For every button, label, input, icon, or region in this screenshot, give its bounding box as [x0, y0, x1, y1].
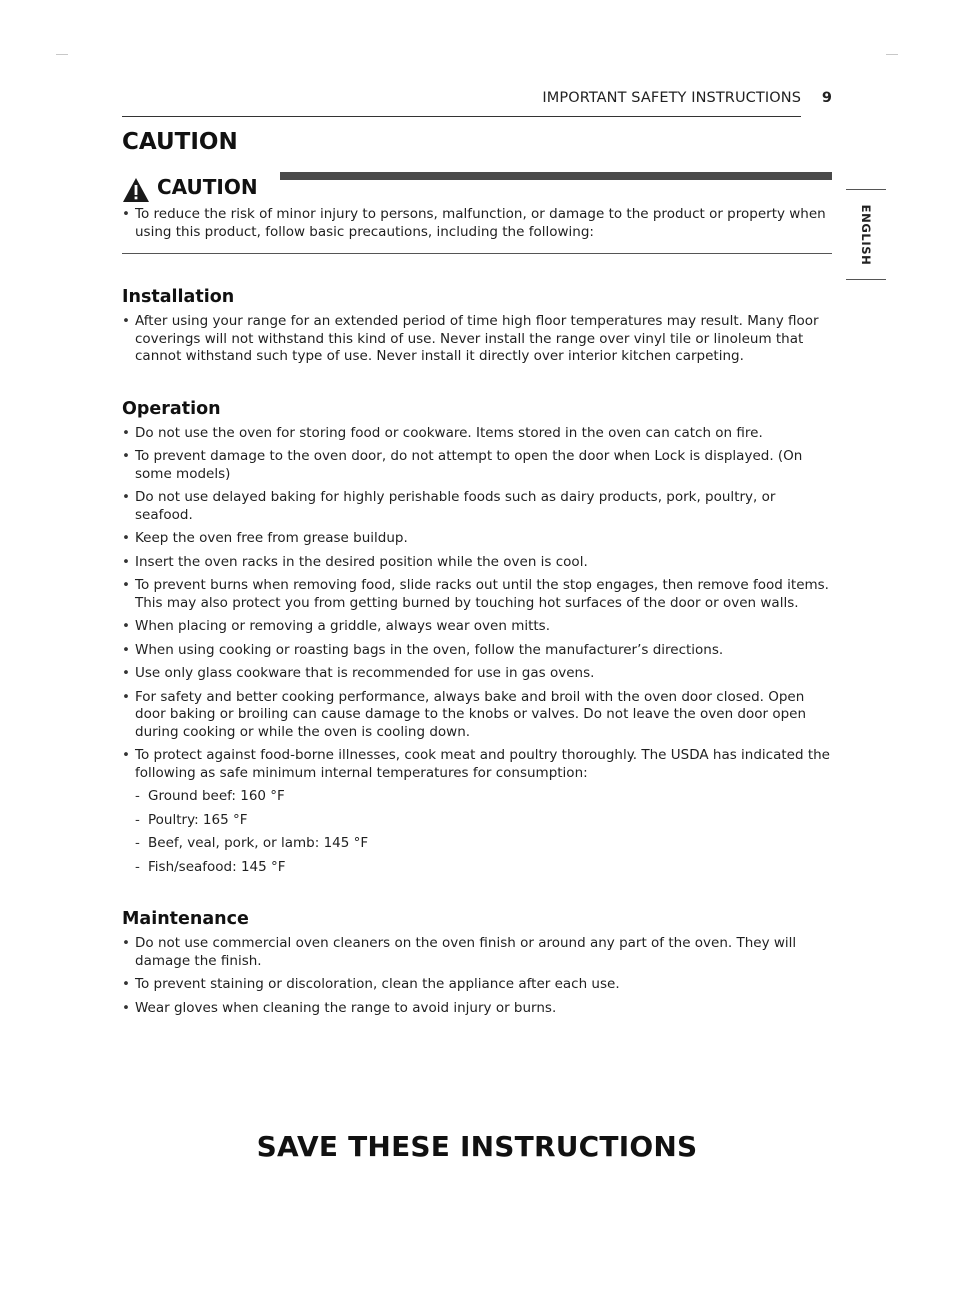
list-item: • When using cooking or roasting bags in the oven, follow the manufacturer’s directions.	[122, 642, 832, 660]
list-item: • Use only glass cookware that is recommended for use in gas ovens.	[122, 665, 832, 683]
list-item: • To prevent staining or discoloration, clean the appliance after each use.	[122, 976, 832, 994]
installation-section	[122, 285, 832, 366]
list-item: • To reduce the risk of minor injury to persons, malfunction, or damage to the product or property when using this product, follow basic precautions, including the following:	[122, 206, 832, 241]
main-content	[122, 126, 832, 1023]
operation-heading: Operation	[122, 398, 221, 419]
caution-box	[122, 172, 832, 254]
save-instructions-footer: SAVE THESE INSTRUCTIONS	[256, 1130, 698, 1163]
list-item: • To protect against food-borne illnesses, cook meat and poultry thoroughly. The USDA has indicated the following as safe minimum internal temperatures for consumption:	[122, 747, 832, 782]
caution-list	[122, 206, 832, 241]
temperature-item: - Fish/seafood: 145 °F	[122, 859, 832, 877]
temperature-item: - Ground beef: 160 °F	[122, 788, 832, 806]
installation-heading: Installation	[122, 287, 235, 307]
list-item: • After using your range for an extended period of time high floor temperatures may result. Many floor coverings will not withstand this kind of use. Never install the range over vinyl tile or linoleum that cannot withstand such type of use. Never install it directly over interior kitchen carpeting.	[122, 313, 832, 366]
page-title: CAUTION	[122, 129, 238, 155]
header-rule	[122, 116, 801, 117]
temperature-item: - Poultry: 165 °F	[122, 812, 832, 830]
page-header	[122, 90, 832, 118]
maintenance-section	[122, 907, 832, 1017]
operation-list	[122, 425, 832, 877]
caution-box-rule	[122, 253, 832, 254]
caution-bar	[280, 172, 832, 180]
maintenance-list	[122, 935, 832, 1017]
list-item: • Insert the oven racks in the desired position while the oven is cool.	[122, 554, 832, 572]
caution-label: CAUTION	[157, 175, 258, 199]
crop-mark-left	[56, 54, 68, 55]
header-section-title: IMPORTANT SAFETY INSTRUCTIONS	[542, 90, 801, 106]
list-item: • To prevent damage to the oven door, do not attempt to open the door when Lock is displayed. (On some models)	[122, 448, 832, 483]
list-item: • For safety and better cooking performance, always bake and broil with the oven door closed. Open door baking or broiling can cause damage to the knobs or valves. Do not leave the oven door open during cooking or while the oven is cooling down.	[122, 689, 832, 742]
list-item: • Do not use commercial oven cleaners on the oven finish or around any part of the oven. They will damage the finish.	[122, 935, 832, 970]
operation-section	[122, 397, 832, 877]
page-number: 9	[821, 90, 832, 106]
list-item: • To prevent burns when removing food, slide racks out until the stop engages, then remove food items. This may also protect you from getting burned by touching hot surfaces of the door or oven walls.	[122, 577, 832, 612]
temperature-item: - Beef, veal, pork, or lamb: 145 °F	[122, 835, 832, 853]
list-item: • Do not use the oven for storing food or cookware. Items stored in the oven can catch on fire.	[122, 425, 832, 443]
installation-list	[122, 313, 832, 366]
list-item: • Do not use delayed baking for highly perishable foods such as dairy products, pork, poultry, or seafood.	[122, 489, 832, 524]
caution-header	[122, 172, 832, 204]
language-tab	[846, 189, 886, 280]
list-item: • Keep the oven free from grease buildup.	[122, 530, 832, 548]
list-item: • Wear gloves when cleaning the range to avoid injury or burns.	[122, 1000, 832, 1018]
maintenance-heading: Maintenance	[122, 909, 249, 929]
list-item: • When placing or removing a griddle, always wear oven mitts.	[122, 618, 832, 636]
language-tab-label: ENGLISH	[859, 204, 873, 265]
warning-triangle-icon	[122, 177, 150, 203]
crop-mark-right	[886, 54, 898, 55]
